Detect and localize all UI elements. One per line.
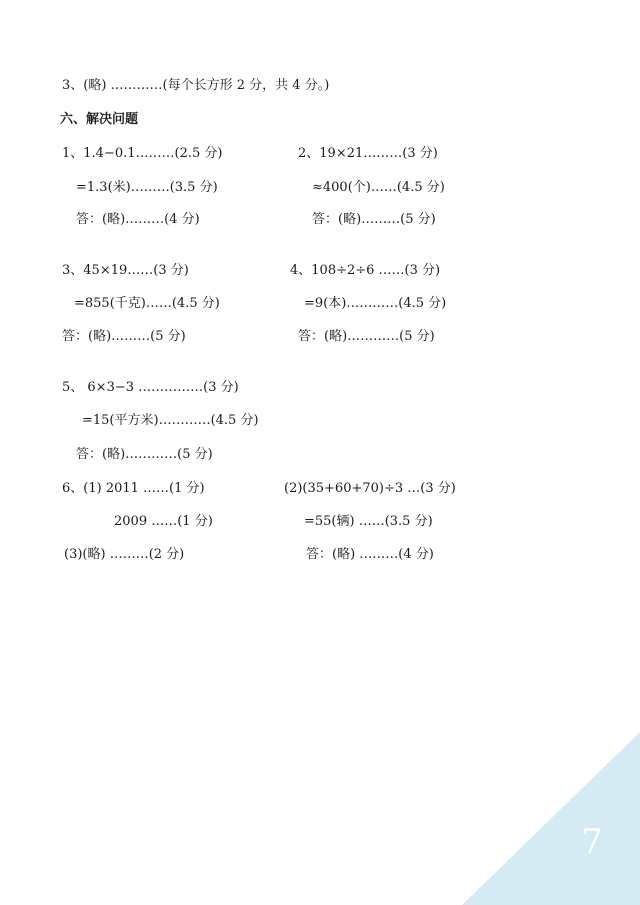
section6-heading: 六、解决问题 bbox=[60, 112, 139, 127]
page-number: 7 bbox=[581, 822, 603, 862]
problem4-answer: 答：(略)…………(5 分) bbox=[298, 329, 435, 344]
problem6-part3: (3)(略) ………(2 分) bbox=[64, 547, 185, 562]
problem1-line1: 1、1.4−0.1………(2.5 分) bbox=[62, 146, 223, 161]
problem5-line1: 5、 6×3−3 ……………(3 分) bbox=[62, 380, 239, 395]
problem3-line1: 3、45×19……(3 分) bbox=[62, 263, 189, 278]
problem1-answer: 答：(略)………(4 分) bbox=[76, 212, 200, 227]
problem5-answer: 答：(略)…………(5 分) bbox=[76, 447, 213, 462]
problem6-part1-line1: 6、(1) 2011 ……(1 分) bbox=[62, 481, 205, 496]
problem2-answer: 答：(略)………(5 分) bbox=[312, 212, 436, 227]
problem6-part1-line2: 2009 ……(1 分) bbox=[114, 514, 213, 529]
problem4-line2: =9(本)…………(4.5 分) bbox=[304, 296, 447, 311]
section3-answer-line: 3、(略) …………(每个长方形 2 分，共 4 分。) bbox=[62, 78, 330, 93]
problem6-part2-line2: =55(辆) ……(3.5 分) bbox=[304, 514, 433, 529]
problem3-line2: =855(千克)……(4.5 分) bbox=[74, 296, 220, 311]
problem3-answer: 答：(略)………(5 分) bbox=[62, 329, 186, 344]
problem4-line1: 4、108÷2÷6 ……(3 分) bbox=[290, 263, 441, 278]
problem6-part2-line1: (2)(35+60+70)÷3 …(3 分) bbox=[284, 481, 456, 496]
problem2-line1: 2、19×21………(3 分) bbox=[298, 146, 438, 161]
problem5-line2: =15(平方米)…………(4.5 分) bbox=[82, 413, 259, 428]
problem2-line2: ≈400(个)……(4.5 分) bbox=[312, 180, 445, 195]
problem6-answer: 答：(略) ………(4 分) bbox=[306, 547, 434, 562]
problem1-line2: =1.3(米)………(3.5 分) bbox=[76, 180, 218, 195]
